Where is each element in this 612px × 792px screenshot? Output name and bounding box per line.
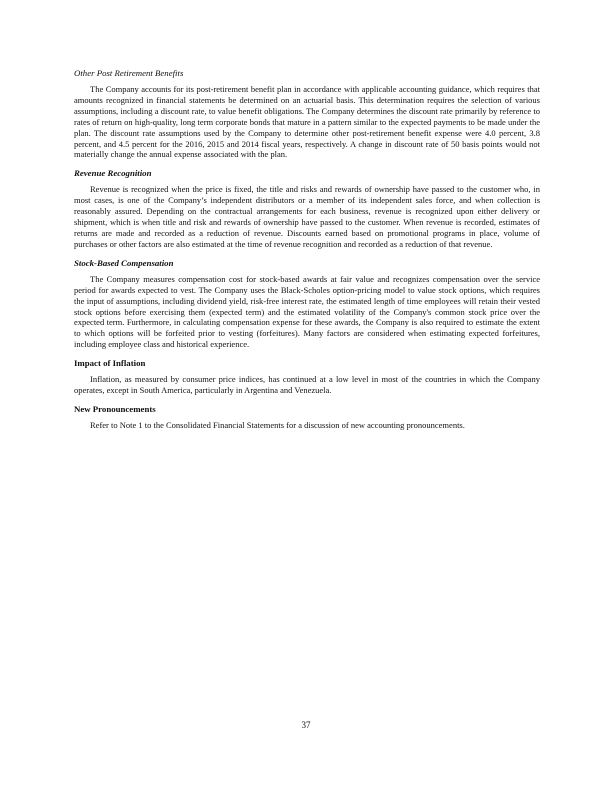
document-page (74, 68, 540, 439)
section-new-pronouncements (74, 404, 540, 431)
section-paragraph: Revenue is recognized when the price is fixed, the title and risks and rewards of ownership have passed to the customer who, in most cases, is one of the Company’s independent distributors or a member of its independent sales force, and when collection is reasonably assured. Depending on the contractual arrangements for each business, revenue is recognized upon either delivery or shipment, which is when title and risk and rewards of ownership have passed to the customer. When revenue is recorded, estimates of returns are made and recorded as a reduction of revenue. Discounts earned based on promotional programs in place, volume of purchases or other factors are also estimated at the time of revenue recognition and recorded as a reduction of that revenue. (74, 184, 540, 249)
section-heading: New Pronouncements (74, 403, 156, 414)
section-other-post-retirement-benefits (74, 68, 540, 160)
section-heading: Revenue Recognition (74, 168, 152, 179)
section-paragraph: Inflation, as measured by consumer price indices, has continued at a low level in most of the countries in which the Company operates, except in South America, particularly in Argentina and Venezuela. (74, 374, 540, 396)
section-impact-of-inflation (74, 358, 540, 396)
section-stock-based-compensation (74, 258, 540, 350)
section-revenue-recognition (74, 168, 540, 249)
section-heading: Impact of Inflation (74, 358, 146, 369)
section-paragraph: The Company measures compensation cost for stock-based awards at fair value and recognizes compensation over the service period for awards expected to vest. The Company uses the Black-Scholes option-pricing model to value stock options, which requires the input of assumptions, including dividend yield, risk-free interest rate, the estimated length of time employees will retain their vested stock options before exercising them (expected term) and the estimated volatility of the Company's common stock price over the expected term. Furthermore, in calculating compensation expense for these awards, the Company is also required to estimate the extent to which options will be forfeited prior to vesting (forfeitures). Many factors are considered when estimating expected forfeitures, including employee class and historical experience. (74, 273, 540, 350)
section-heading: Other Post Retirement Benefits (74, 68, 184, 78)
page-number: 37 (301, 720, 311, 730)
section-heading: Stock-Based Compensation (74, 257, 174, 268)
section-paragraph: Refer to Note 1 to the Consolidated Financial Statements for a discussion of new accounting pronouncements. (90, 419, 465, 430)
section-paragraph: The Company accounts for its post-retirement benefit plan in accordance with applicable accounting guidance, which requires that amounts recognized in financial statements be determined on an actuarial basis. This determination requires the selection of various assumptions, including a discount rate, to value benefit obligations. The Company determines the discount rate primarily by reference to rates of return on high-quality, long term corporate bonds that mature in a pattern similar to the expected payments to be made under the plan. The discount rate assumptions used by the Company to determine other post-retirement benefit expense were 4.0 percent, 3.8 percent, and 4.5 percent for the 2016, 2015 and 2014 fiscal years, respectively. A change in discount rate of 50 basis points would not materially change the annual expense associated with the plan. (74, 84, 540, 160)
